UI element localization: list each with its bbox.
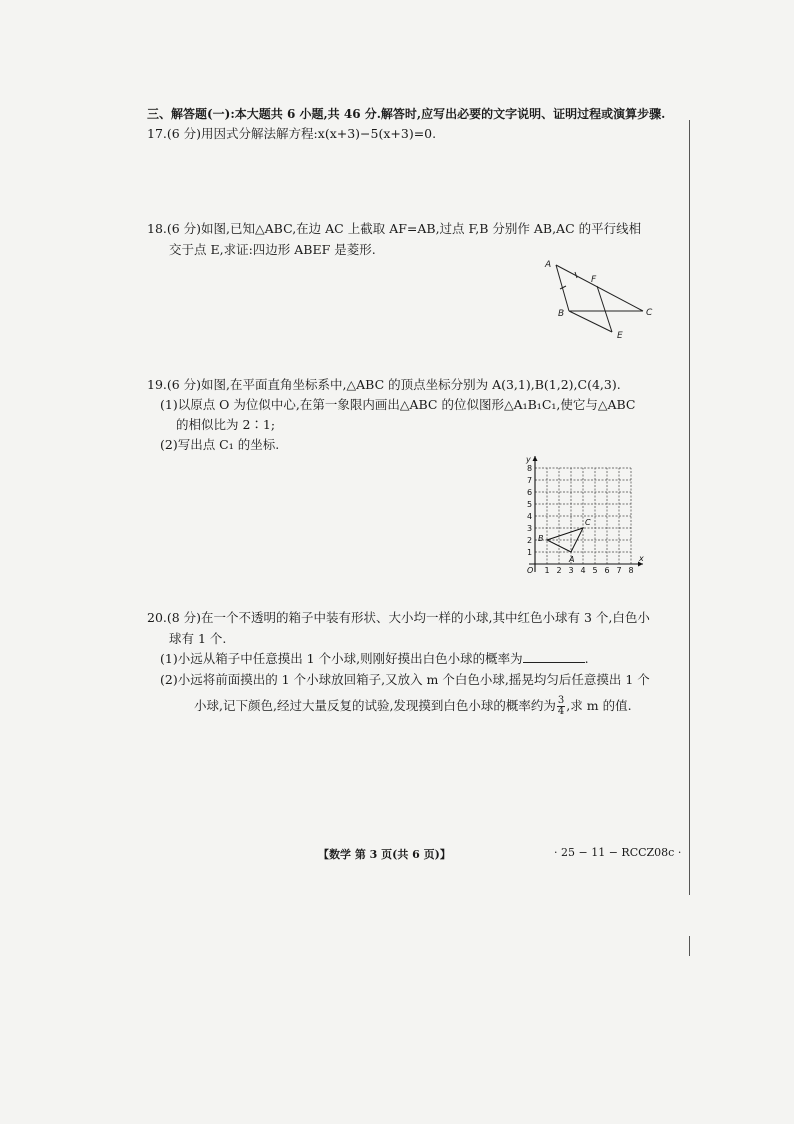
fraction-three-quarters — [557, 696, 565, 717]
x-tick-label: 2 — [556, 566, 562, 575]
question-20-part1-end: . — [584, 651, 589, 666]
question-20-line2: 球有 1 个. — [169, 631, 227, 646]
y-tick-label: 1 — [527, 548, 533, 557]
segment-BE — [569, 311, 612, 332]
label-C: C — [646, 308, 653, 318]
question-20-part2-a: (2)小远将前面摸出的 1 个小球放回箱子,又放入 m 个白色小球,摇晃均匀后任意摸出 1 个 — [160, 672, 650, 687]
question-20-part1-text: (1)小远从箱子中任意摸出 1 个小球,则刚好摸出白色小球的概率为 — [160, 651, 523, 666]
question-19-part2: (2)写出点 C₁ 的坐标. — [160, 437, 280, 452]
y-tick-label: 7 — [527, 476, 533, 485]
coordinate-grid — [515, 456, 660, 580]
question-20-part2-b — [194, 696, 632, 717]
y-tick-label: 5 — [527, 500, 533, 509]
question-18-line2: 交于点 E,求证:四边形 ABEF 是菱形. — [169, 242, 376, 257]
x-tick-label: 8 — [628, 566, 634, 575]
footer-page-info: 【数学 第 3 页(共 6 页)】 — [318, 848, 451, 861]
question-18-line1: 18.(6 分)如图,已知△ABC,在边 AC 上截取 AF=AB,过点 F,B 分别作 AB,AC 的平行线相 — [147, 221, 642, 236]
question-19-part1-b: 的相似比为 2∶1; — [176, 417, 276, 432]
label-B: B — [558, 309, 565, 319]
segment-AC — [556, 265, 643, 311]
label-E: E — [617, 331, 623, 341]
point-label-C: C — [585, 518, 591, 527]
y-axis-label: y — [526, 456, 531, 464]
question-19-line1: 19.(6 分)如图,在平面直角坐标系中,△ABC 的顶点坐标分别为 A(3,1),B(1,2),C(4,3). — [147, 377, 621, 392]
y-tick-label: 4 — [527, 512, 533, 521]
question-19-part1-a: (1)以原点 O 为位似中心,在第一象限内画出△ABC 的位似图形△A₁B₁C₁,使它与△ABC — [160, 397, 636, 412]
footer-code: · 25 − 11 − RCCZ08c · — [554, 846, 682, 859]
x-tick-label: 7 — [616, 566, 622, 575]
y-tick-label: 3 — [527, 524, 533, 533]
label-A: A — [545, 260, 552, 270]
y-axis-arrow — [533, 456, 538, 461]
question-20-part2-b-pre: 小球,记下颜色,经过大量反复的试验,发现摸到白色小球的概率约为 — [194, 698, 556, 713]
section-heading: 三、解答题(一):本大题共 6 小题,共 46 分.解答时,应写出必要的文字说明、证明过程或演算步骤. — [147, 107, 666, 121]
point-label-B: B — [538, 534, 544, 543]
scan-margin-mark — [689, 936, 690, 956]
question-20-part2-b-post: ,求 m 的值. — [566, 698, 632, 713]
point-label-A: A — [569, 555, 575, 564]
x-tick-label: 4 — [580, 566, 586, 575]
scan-margin-line — [689, 120, 690, 895]
x-tick-label: 5 — [592, 566, 598, 575]
answer-blank[interactable] — [523, 651, 585, 663]
fraction-denominator: 4 — [557, 706, 565, 717]
x-tick-label: 3 — [568, 566, 574, 575]
question-20-line1: 20.(8 分)在一个不透明的箱子中装有形状、大小均一样的小球,其中红色小球有 3 个,白色小 — [147, 610, 650, 625]
y-tick-label: 6 — [527, 488, 533, 497]
rhombus-figure — [540, 256, 660, 342]
x-tick-label: 1 — [544, 566, 550, 575]
y-tick-label: 2 — [527, 536, 533, 545]
origin-label: O — [527, 566, 534, 575]
x-axis-label: x — [639, 554, 644, 563]
fraction-numerator: 3 — [557, 695, 565, 706]
label-F: F — [591, 275, 597, 285]
question-20-part1 — [160, 651, 589, 667]
question-17: 17.(6 分)用因式分解法解方程:x(x+3)−5(x+3)=0. — [147, 126, 437, 141]
x-tick-label: 6 — [604, 566, 610, 575]
y-tick-label: 8 — [527, 464, 533, 473]
